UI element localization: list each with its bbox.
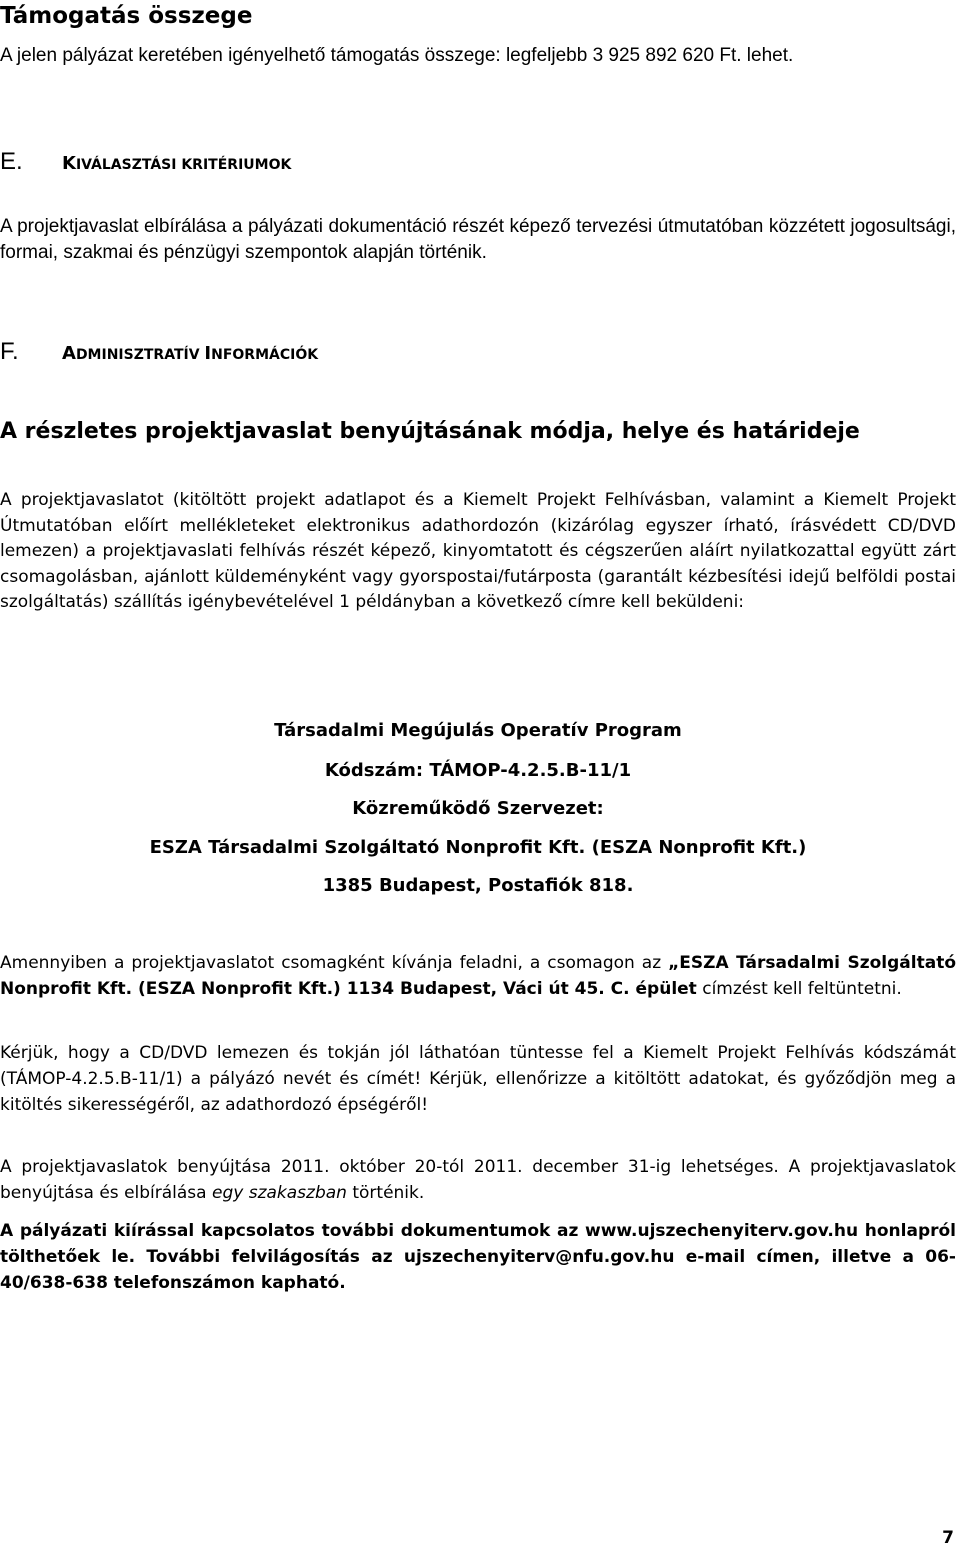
cd-labeling-text: Kérjük, hogy a CD/DVD lemezen és tokján jól láthatóan tüntesse fel a Kiemelt Projekt Felhívás kódszámát (TÁMOP-4.2.5.B-11/1) a pályázó nevét és címét! Kérjük, ellenőrizze a kitöltött adatokat, és győződjön meg a kitöltés sikerességéről, az adathordozó épségéről!	[0, 1043, 956, 1115]
support-amount-text: A jelen pályázat keretében igényelhető támogatás összege: legfeljebb 3 925 892 620 Ft. lehet.	[0, 45, 794, 66]
section-f-title: F. ADMINISZTRATÍV INFORMÁCIÓK	[0, 338, 319, 365]
selection-criteria-text: A projektjavaslat elbírálása a pályázati dokumentáció részét képező tervezési útmutatóban közzétett jogosultsági, formai, szakmai és pénzügyi szempontok alapján történik.	[0, 216, 956, 263]
documents-info-text: A pályázati kiírással kapcsolatos további dokumentumok az www.ujszechenyiterv.gov.hu honlapról tölthetőek le. További felvilágosítás az ujszechenyiterv@nfu.gov.hu e-mail címen, illetve a 06-40/638-638 telefonszámon kapható.	[0, 1221, 956, 1293]
submission-text: A projektjavaslatot (kitöltött projekt adatlapot és a Kiemelt Projekt Felhívásban, valamint a Kiemelt Projekt Útmutatóban előírt mellékleteket elektronikus adathordozón (kizárólag egyszer írható, írásvédett CD/DVD lemezen) a projektjavaslati felhívás részét képező, kinyomtatott és cégszerűen aláírt nyilatkozattal együtt zárt csomagolásban, ajánlott küldeményként vagy gyorspostai/futárposta (garantált kézbesítési idejű belföldi postai szolgáltatás) szállítás igénybevételével 1 példányban a következő címre kell beküldeni:	[0, 490, 956, 612]
section-e-letter: E.	[0, 148, 23, 175]
address-organization: ESZA Társadalmi Szolgáltató Nonprofit Kft. (ESZA Nonprofit Kft.)	[149, 837, 807, 858]
submission-deadline-text: A projektjavaslatok benyújtása 2011. október 20-tól 2011. december 31-ig lehetséges. A projektjavaslatok benyújtása és elbírálása egy szakaszban történik.	[0, 1157, 956, 1203]
section-f-letter: F.	[0, 338, 19, 365]
section-e-title: E. KIVÁLASZTÁSI KRITÉRIUMOK	[0, 148, 292, 175]
address-postbox: 1385 Budapest, Postafiók 818.	[322, 875, 634, 896]
page-number: 7	[942, 1528, 954, 1548]
package-address-text: Amennyiben a projektjavaslatot csomagként kívánja feladni, a csomagon az „ESZA Társadalmi Szolgáltató Nonprofit Kft. (ESZA Nonprofit Kft.) 1134 Budapest, Váci út 45. C. épület címzést kell feltüntetni.	[0, 953, 956, 999]
address-program: Társadalmi Megújulás Operatív Program	[274, 720, 682, 741]
submission-subheading: A részletes projektjavaslat benyújtásának módja, helye és határideje	[0, 419, 860, 444]
address-code: Kódszám: TÁMOP-4.2.5.B-11/1	[324, 760, 632, 781]
support-amount-heading: Támogatás összege	[0, 3, 253, 29]
address-intermediary-label: Közreműködő Szervezet:	[352, 798, 604, 819]
